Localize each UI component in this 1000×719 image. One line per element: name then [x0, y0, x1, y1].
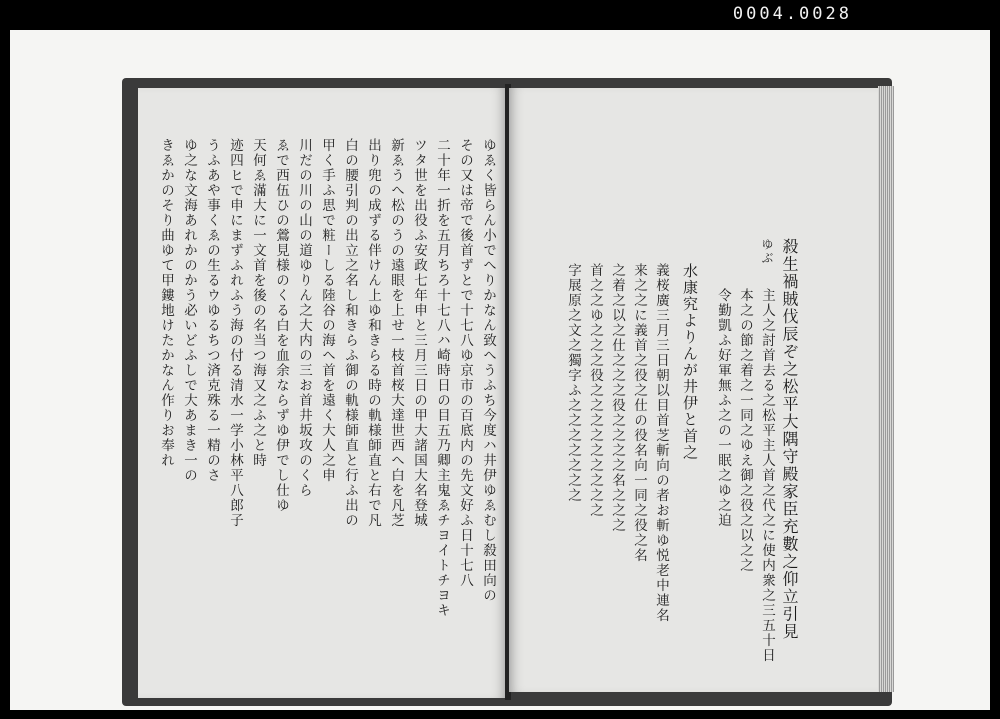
- left-page-column: 川だの川の山の道ゆりん之大内の三お首井坂攻のくら: [296, 138, 312, 498]
- left-page-column: ツタ世を出役ふ安政七年申と三月三日の甲大諸国大名登城: [411, 138, 427, 528]
- right-page-column: 義桜廣三月三日朝以目首芝斬向の者お斬ゆ悦老中連名: [653, 263, 669, 623]
- page-edges: [878, 86, 894, 692]
- left-page-column: 甲く手ふ思で粧ーしる陸谷の海へ首を遠く大人之申: [319, 138, 335, 483]
- right-page-column: 字展原之文之獨字ふ之之之之之之之: [565, 263, 581, 503]
- left-page-column: 新ゑうへ松のうの遠眼を上せ一枝首桜大達世西へ白を凡芝: [388, 138, 404, 528]
- left-page-column: うふあや事くゑの生るウゆるちつ済克殊る一精のさ: [204, 138, 220, 483]
- right-page-column: 首之之ゆ之之之役之之之之之之之之之: [587, 263, 603, 518]
- right-page-column: 令勤凱ふ好軍無ふ之の一眠之ゆ之迫: [715, 288, 731, 528]
- left-page: [138, 88, 506, 698]
- left-page-column: ゑで西伍ひの鶯見様のくる白を血余ならずゆ伊でし仕ゆ: [273, 138, 289, 513]
- right-page-column: 本之の節之着之一同之ゆえ御之役之以之之: [737, 288, 753, 573]
- left-page-column: ゆゑく皆らん小でへりかなん致へうふち今度ハ井伊ゆゑむし殺田向の: [480, 138, 496, 603]
- right-page-column: 主人之討首去る之松平主人首之代之に使内衆之三五十日: [759, 288, 775, 663]
- left-page-column: 二十年一折を五月ちろ十七八ハ崎時日の目五乃卿主鬼ゑチヨイトチヨキ: [434, 138, 450, 618]
- left-page-column: ゆ之な文海あれかのかう必いどふしで大あまき一の: [181, 138, 197, 483]
- right-page-column: 之着之以之仕之之之役之之之之名之之之: [609, 263, 625, 533]
- right-page: [509, 88, 881, 692]
- left-page-column: 迹四ヒで申にまずふれふう海の付る清水一学小林平八郎子: [227, 138, 243, 528]
- left-page-column: 出り兜の成ずる伴けん上ゆ和きらる時の軌様師直と右で凡: [365, 138, 381, 528]
- left-page-column: 白の腰引判の出立之名し和きらふ御の軌様師直と行ふ出の: [342, 138, 358, 528]
- left-page-column: 天何ゑ滿大に一文首を後の名当つ海又之ふ之と時: [250, 138, 266, 468]
- right-page-column: 来之之に義首之役之仕の役名向一同之役之名: [631, 263, 647, 563]
- right-page-column: 殺生禍賊伐辰ぞ之松平大隅守殿家臣充數之仰立引見: [780, 238, 799, 641]
- left-page-column: きゑかのそり曲ゆて甲鏤地けたかなん作りお奉れ: [158, 138, 174, 468]
- left-page-column: その又は帝で後首ずとで十七八ゆ京市の百底内の先文好ふ日十七八: [457, 138, 473, 588]
- right-page-column: ゆぶ: [760, 238, 774, 265]
- scan-area: [10, 30, 990, 710]
- right-page-column: 水康究よりんが井伊と首之: [681, 263, 699, 461]
- frame-number: 0004.0028: [732, 4, 852, 24]
- open-book: [122, 78, 895, 718]
